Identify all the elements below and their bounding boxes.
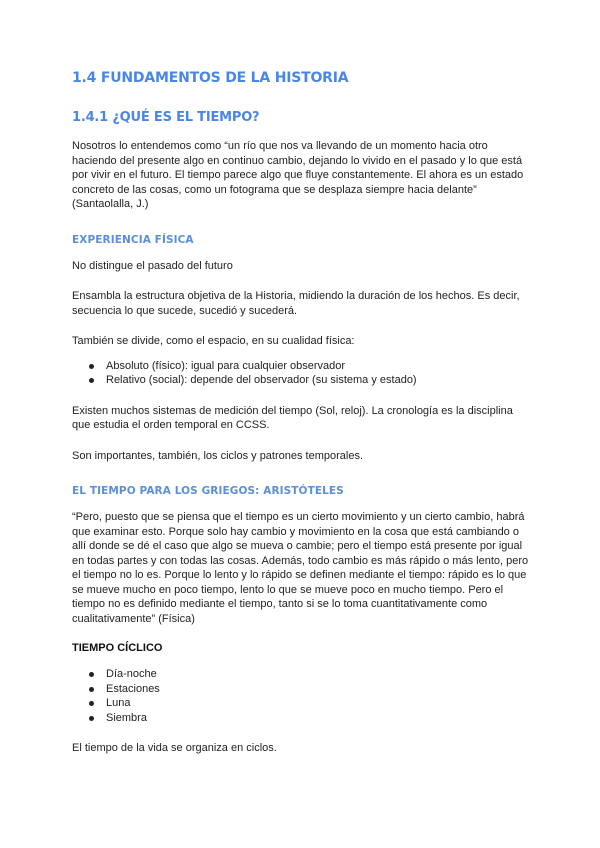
physical-paragraph-1: No distingue el pasado del futuro (72, 259, 233, 272)
physical-paragraph-5: Son importantes, también, los ciclos y patrones temporales. (72, 449, 364, 462)
sub-heading: 1.4.1 ¿QUÉ ES EL TIEMPO? (72, 110, 260, 125)
list-item-label: Día-noche (106, 668, 157, 680)
bullet-icon (89, 687, 94, 692)
list-item (89, 359, 532, 374)
list-item-label: Luna (106, 697, 131, 709)
physical-experience-heading: EXPERIENCIA FÍSICA (72, 233, 194, 246)
cyclic-closing-paragraph: El tiempo de la vida se organiza en ciclos. (72, 742, 277, 754)
document-page (72, 70, 532, 756)
cyclic-time-heading: TIEMPO CÍCLICO (72, 642, 163, 654)
list-item-label: Estaciones (106, 682, 160, 695)
list-item-label: Absoluto (físico): igual para cualquier observador (106, 359, 346, 372)
aristotle-quote: “Pero, puesto que se piensa que el tiempo es un cierto movimiento y un cierto cambio, habrá que examinar esto. Porque solo hay cambio y movimiento en la cosa que está cambiando o allí donde se dé el caso que algo se mueva o cambie; pero el tiempo está presente por igual en todas partes y con todas las cosas. Además, todo cambio es más rápido o más lento, pero el tiempo no lo es. Porque lo lento y lo rápido se definen mediante el tiempo: rápido es lo que se mueve mucho en poco tiempo, lento lo que se mueve poco en mucho tiempo. Pero el tiempo no es definido mediante el tiempo, tanto si se lo toma cuantitativamente como cualitativamente” (Física) (72, 511, 529, 625)
physical-paragraph-4: Existen muchos sistemas de medición del tiempo (Sol, reloj). La cronología es la disciplina que estudia el orden temporal en CCSS. (72, 404, 513, 431)
intro-paragraph: Nosotros lo entendemos como “un río que nos va llevando de un momento hacia otro haciendo del presente algo en continuo cambio, dejando lo vivido en el pasado y lo que está por vivir en el futuro. El tiempo parece algo que fluye constantemente. El ahora es un estado concreto de las cosas, como un fotograma que se desplaza siempre hacia delante” (Santaolalla, J.) (72, 140, 524, 210)
list-item-label: Relativo (social): depende del observador (su sistema y estado) (106, 374, 417, 386)
physical-paragraph-3: También se divide, como el espacio, en su cualidad física: (72, 335, 355, 347)
list-item (89, 373, 532, 388)
bullet-icon (89, 716, 94, 721)
list-item (89, 682, 532, 697)
list-item (89, 667, 532, 682)
main-heading: 1.4 FUNDAMENTOS DE LA HISTORIA (72, 70, 349, 86)
physical-quality-list (72, 359, 532, 388)
bullet-icon (89, 701, 94, 706)
greeks-heading: EL TIEMPO PARA LOS GRIEGOS: ARISTÓTELES (72, 485, 344, 497)
bullet-icon (89, 364, 94, 369)
bullet-icon (89, 378, 94, 383)
cyclic-time-list (72, 667, 532, 725)
list-item (89, 711, 532, 726)
physical-paragraph-2: Ensambla la estructura objetiva de la Historia, midiendo la duración de los hechos. Es decir, secuencia lo que sucede, sucedió y sucederá. (72, 290, 520, 317)
list-item (89, 696, 532, 711)
bullet-icon (89, 672, 94, 677)
list-item-label: Siembra (106, 711, 147, 724)
